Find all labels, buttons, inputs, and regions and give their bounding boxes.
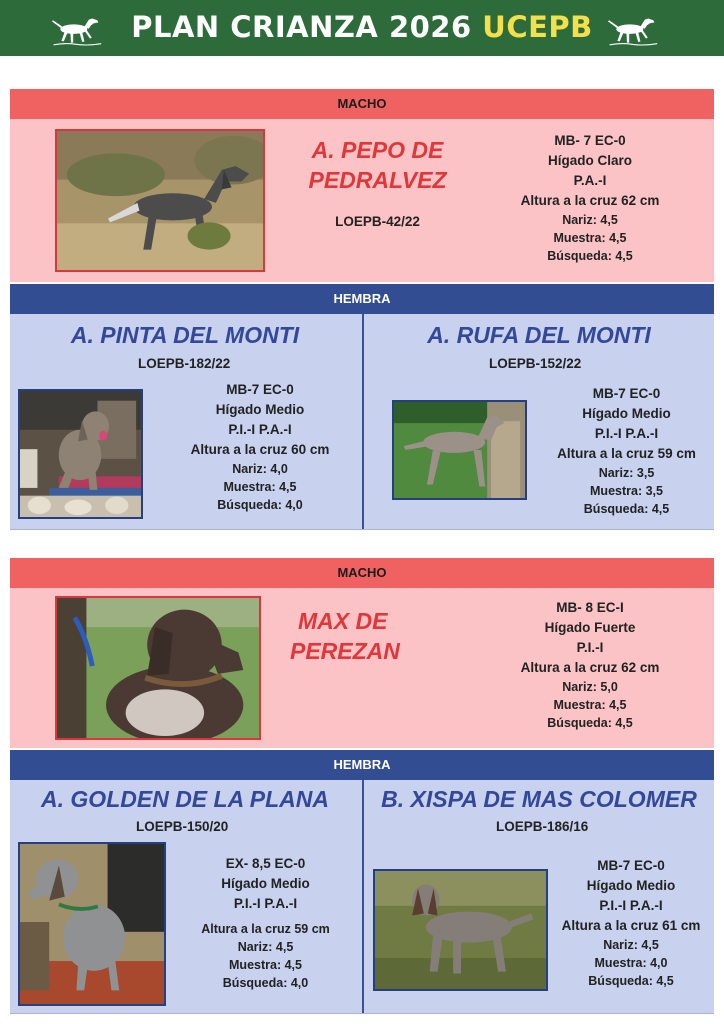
dog-stats <box>485 598 695 732</box>
registration-number: LOEPB-150/20 <box>136 819 229 834</box>
pointer-dog-icon <box>604 9 660 51</box>
hembra-cards <box>10 780 714 1014</box>
stat-nariz: Nariz: 4,5 <box>562 213 618 227</box>
stat-muestra: Muestra: 4,5 <box>229 958 302 972</box>
stat-busqueda: Búsqueda: 4,5 <box>547 249 633 263</box>
dog-photo <box>55 596 261 740</box>
stat-nariz: Nariz: 4,0 <box>232 462 288 476</box>
dog-stats <box>178 854 353 992</box>
hembra-name: A. RUFA DEL MONTI <box>427 322 651 348</box>
macho-name <box>290 135 465 195</box>
stat-line: P.I.-I P.A.-I <box>233 896 298 911</box>
registration-number: LOEPB-186/16 <box>496 819 589 834</box>
stat-muestra: Muestra: 3,5 <box>590 484 663 498</box>
macho-card <box>10 588 714 748</box>
hembra-bar: HEMBRA <box>10 284 714 314</box>
stat-height: Altura a la cruz 62 cm <box>520 193 660 208</box>
macho-bar: MACHO <box>10 89 714 119</box>
hembra-name: B. XISPA DE MAS COLOMER <box>381 786 697 812</box>
stat-height: Altura a la cruz 59 cm <box>201 922 330 936</box>
macho-name-line: PEDRALVEZ <box>308 167 447 193</box>
stat-line: MB-7 EC-0 <box>592 386 661 401</box>
stat-line: P.I.-I P.A.-I <box>599 898 663 913</box>
dog-photo <box>373 869 548 991</box>
macho-name-line: A. PEPO DE <box>311 137 444 163</box>
dog-photo <box>55 129 265 272</box>
stat-muestra: Muestra: 4,0 <box>594 956 668 970</box>
macho-card <box>10 119 714 282</box>
dog-photo <box>18 389 143 519</box>
stat-height: Altura a la cruz 61 cm <box>561 918 701 933</box>
stat-line: Hígado Medio <box>221 876 310 891</box>
stat-line: P.A.-I <box>573 173 607 188</box>
title-main: PLAN CRIANZA 2026 <box>131 10 472 44</box>
page-header <box>0 0 724 56</box>
dog-stats <box>548 856 714 990</box>
title-accent: UCEPB <box>482 10 593 44</box>
stat-line: MB- 8 EC-I <box>556 600 624 615</box>
stat-muestra: Muestra: 4,5 <box>223 480 297 494</box>
hembra-name: A. GOLDEN DE LA PLANA <box>41 786 329 812</box>
hembra-cards <box>10 314 714 530</box>
registration-number: LOEPB-42/22 <box>335 214 420 229</box>
stat-busqueda: Búsqueda: 4,5 <box>583 502 670 516</box>
dog-stats <box>544 384 709 518</box>
dog-photo <box>392 400 527 500</box>
stat-line: P.I.-I <box>576 640 604 655</box>
macho-bar: MACHO <box>10 558 714 588</box>
stat-busqueda: Búsqueda: 4,0 <box>222 976 309 990</box>
stat-line: Hígado Medio <box>586 878 676 893</box>
stat-line: MB-7 EC-0 <box>226 382 294 397</box>
macho-name-line: MAX DE <box>298 608 388 634</box>
stat-line: P.I.-I P.A.-I <box>228 422 292 437</box>
stat-line: MB-7 EC-0 <box>597 858 665 873</box>
stat-muestra: Muestra: 4,5 <box>553 231 627 245</box>
stat-height: Altura a la cruz 59 cm <box>557 446 696 461</box>
dog-stats <box>485 131 695 265</box>
stat-muestra: Muestra: 4,5 <box>553 698 627 712</box>
stat-nariz: Nariz: 4,5 <box>237 940 294 954</box>
stat-line: Hígado Medio <box>582 406 671 421</box>
dog-stats <box>170 380 350 514</box>
stat-line: Hígado Claro <box>547 153 632 168</box>
stat-nariz: Nariz: 4,5 <box>603 938 659 952</box>
registration-number: LOEPB-152/22 <box>489 356 582 371</box>
stat-height: Altura a la cruz 62 cm <box>520 660 660 675</box>
stat-line: P.I.-I P.A.-I <box>594 426 659 441</box>
stat-height: Altura a la cruz 60 cm <box>190 442 330 457</box>
stat-busqueda: Búsqueda: 4,5 <box>547 716 633 730</box>
stat-nariz: Nariz: 3,5 <box>598 466 655 480</box>
stat-line: Hígado Medio <box>215 402 305 417</box>
stat-line: EX- 8,5 EC-0 <box>225 856 306 871</box>
dog-photo <box>18 842 166 1006</box>
column-divider <box>362 780 364 1013</box>
stat-busqueda: Búsqueda: 4,5 <box>588 974 674 988</box>
stat-line: MB- 7 EC-0 <box>554 133 626 148</box>
hembra-name: A. PINTA DEL MONTI <box>70 322 300 348</box>
registration-number: LOEPB-182/22 <box>138 356 231 371</box>
macho-name-line: PEREZAN <box>290 638 400 664</box>
stat-nariz: Nariz: 5,0 <box>562 680 618 694</box>
stat-line: Hígado Fuerte <box>544 620 636 635</box>
hembra-bar: HEMBRA <box>10 750 714 780</box>
macho-name <box>290 606 440 666</box>
stat-busqueda: Búsqueda: 4,0 <box>217 498 303 512</box>
